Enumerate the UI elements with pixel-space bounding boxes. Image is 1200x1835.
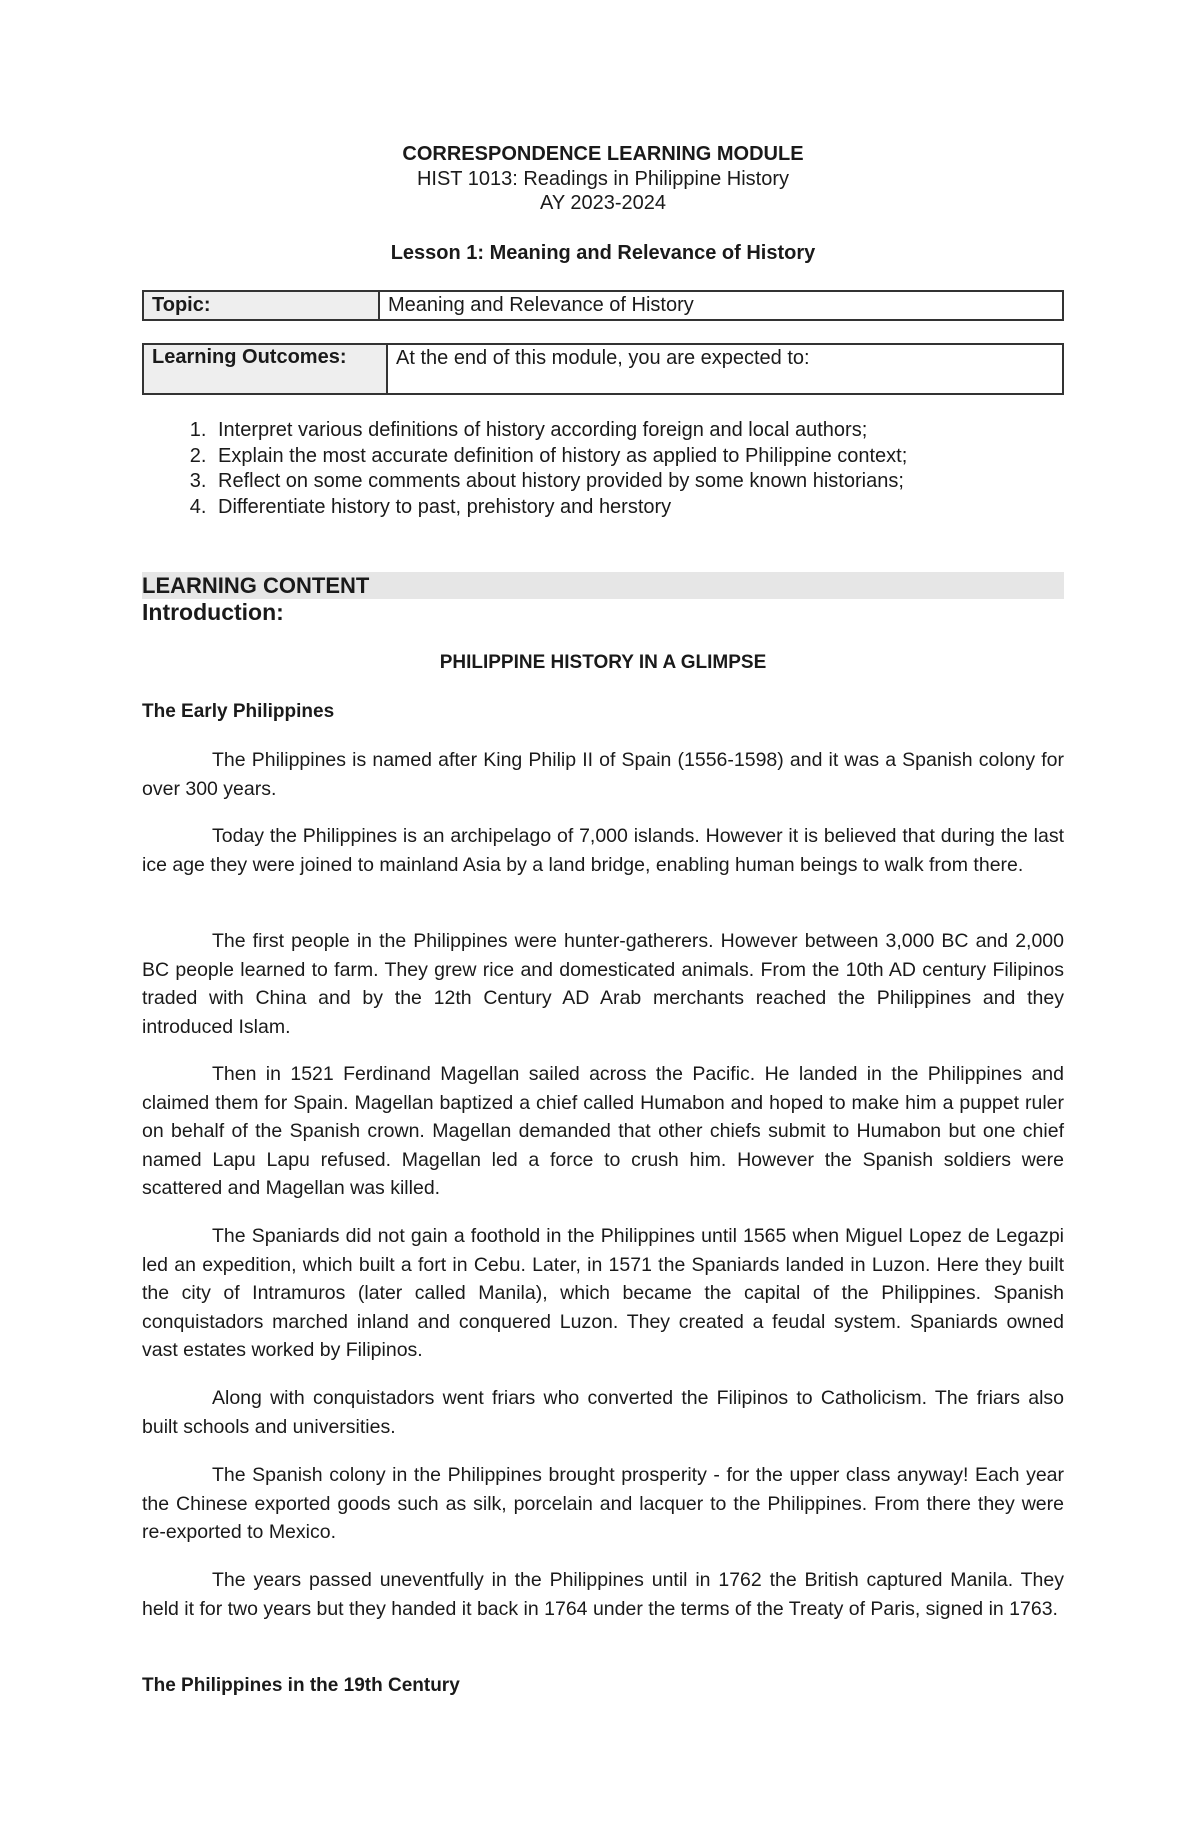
learning-outcomes-label: Learning Outcomes: [143,344,387,394]
topic-value: Meaning and Relevance of History [379,291,1063,320]
paragraph: The Philippines is named after King Philip II of Spain (1556-1598) and it was a Spanish colony for over 300 years. [142,749,1064,800]
list-item: 2. Explain the most accurate definition of history as applied to Philippine context; [212,444,1064,470]
paragraph: Then in 1521 Ferdinand Magellan sailed across the Pacific. He landed in the Philippines and claimed them for Spain. Magellan baptized a chief called Humabon and hoped to make him a puppet ruler on behalf of the Spanish crown. Magellan demanded that other chiefs submit to Humabon but one chief named Lapu Lapu refused. Magellan led a force to crush him. However the Spanish soldiers were scattered and Magellan was killed. [142,1063,1064,1199]
learning-content-heading: LEARNING CONTENT [142,572,1064,599]
main-heading: PHILIPPINE HISTORY IN A GLIMPSE [439,652,767,673]
topic-table [142,290,1064,321]
learning-outcomes-value: At the end of this module, you are expected to: [387,344,1063,394]
module-title: CORRESPONDENCE LEARNING MODULE [402,143,804,165]
topic-label: Topic: [143,291,379,320]
learning-outcomes-list [142,418,1064,520]
paragraph: The Spanish colony in the Philippines brought prosperity - for the upper class anyway! Each year the Chinese exported goods such as silk, porcelain and lacquer to the Philippines. From there they were re-exported to Mexico. [142,1464,1064,1543]
lesson-title: Lesson 1: Meaning and Relevance of History [390,242,816,264]
list-item: 3. Reflect on some comments about history provided by some known historians; [212,469,1064,495]
academic-year: AY 2023-2024 [539,192,667,214]
learning-outcomes-table [142,343,1064,395]
paragraph: The years passed uneventfully in the Philippines until in 1762 the British captured Manila. They held it for two years but they handed it back in 1764 under the terms of the Treaty of Paris, signed in 1763. [142,1569,1064,1620]
paragraph: The Spaniards did not gain a foothold in the Philippines until 1565 when Miguel Lopez de Legazpi led an expedition, which built a fort in Cebu. Later, in 1571 the Spaniards landed in Luzon. Here they built the city of Intramuros (later called Manila), which became the capital of the Philippines. Spanish conquistadors marched inland and conquered Luzon. They created a feudal system. Spaniards owned vast estates worked by Filipinos. [142,1225,1064,1361]
paragraph: Today the Philippines is an archipelago of 7,000 islands. However it is believed that during the last ice age they were joined to mainland Asia by a land bridge, enabling human beings to walk from there. [142,825,1064,876]
paragraph: The first people in the Philippines were hunter-gatherers. However between 3,000 BC and 2,000 BC people learned to farm. They grew rice and domesticated animals. From the 10th AD century Filipinos traded with China and by the 12th Century AD Arab merchants reached the Philippines and they introduced Islam. [142,930,1064,1038]
paragraph: Along with conquistadors went friars who converted the Filipinos to Catholicism. The friars also built schools and universities. [142,1387,1064,1438]
list-item: 1. Interpret various definitions of history according foreign and local authors; [212,418,1064,444]
course-title: HIST 1013: Readings in Philippine History [416,168,790,190]
subheading-19th-century: The Philippines in the 19th Century [142,1675,460,1696]
introduction-label: Introduction: [142,599,284,625]
subheading-early-philippines: The Early Philippines [142,701,335,722]
list-item: 4. Differentiate history to past, prehistory and herstory [212,495,1064,521]
